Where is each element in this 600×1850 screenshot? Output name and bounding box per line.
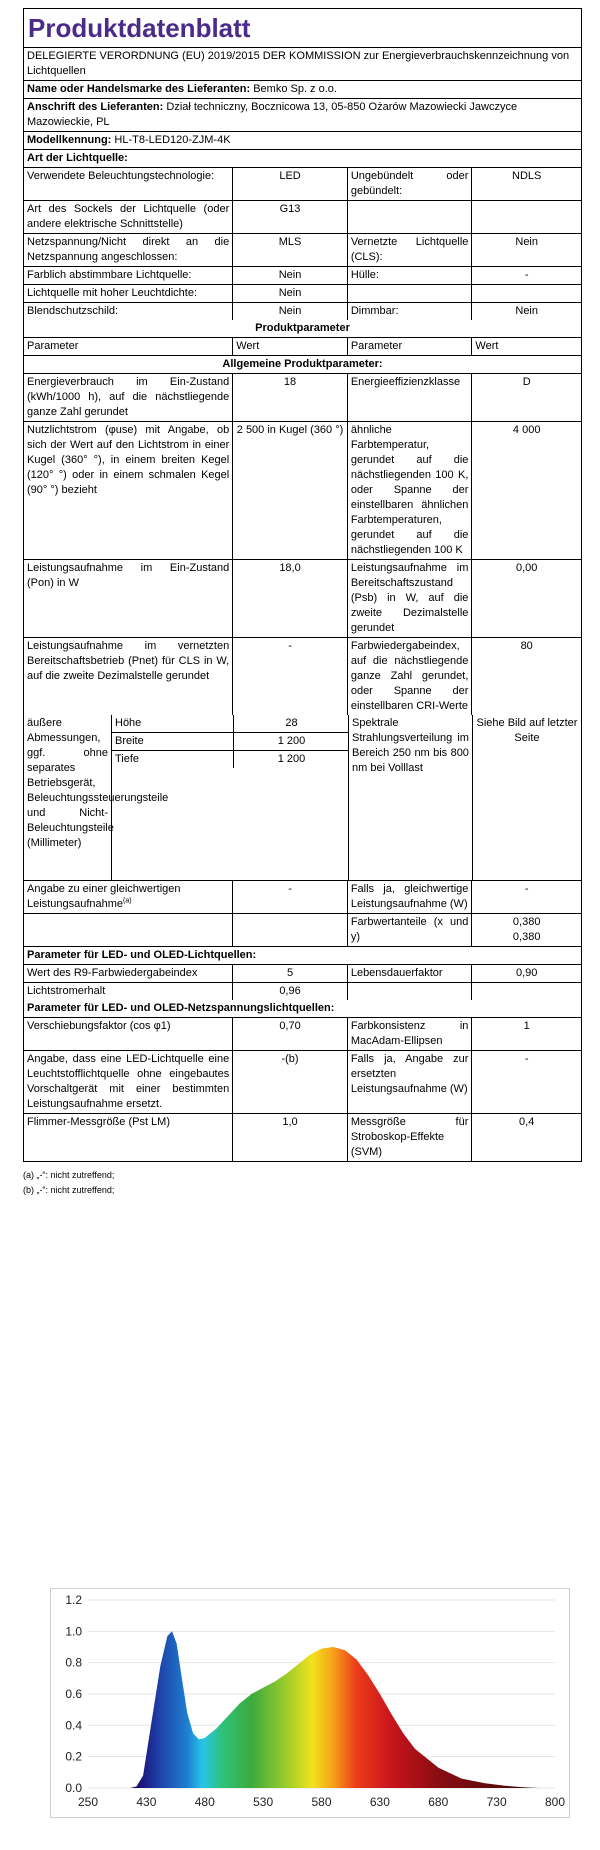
mains-cell: -(b) [233, 1051, 348, 1113]
y-tick-label: 1.2 [65, 1593, 82, 1607]
general-cell: D [522, 376, 531, 388]
type-cell: - [524, 269, 529, 281]
type-cell: Nein [515, 305, 538, 317]
mains-cell: 1,0 [233, 1114, 348, 1161]
x-tick-label: 530 [253, 1795, 274, 1809]
mains-rows [24, 1018, 581, 1161]
chromaticity-row [24, 914, 581, 947]
general-cell: 4 000 [512, 424, 541, 436]
y-tick-label: 0.6 [65, 1687, 82, 1701]
regulation-row [24, 48, 581, 81]
led-cell: 0,96 [233, 983, 348, 1000]
general-row [24, 422, 581, 560]
general-cell: 18 [233, 374, 348, 421]
dim-row-height [112, 715, 349, 733]
general-cell: Leistungsaufnahme im Bereitschaftszustand (Psb) in W, auf die zweite Dezimalstelle gerundet [348, 560, 473, 637]
dim-value: 1 200 [277, 735, 306, 747]
type-cell: Blendschutzschild: [24, 303, 233, 320]
led-cell: 5 [233, 965, 348, 982]
equivalent-power-row [24, 881, 581, 914]
section-type-row [24, 150, 581, 168]
general-cell: Nutzlichtstrom (φuse) mit Angabe, ob sich der Wert auf den Lichtstrom in einer Kugel (360° °), in einem breiten Kegel (120° °) oder in einem schmalen Kegel (90° °) bezieht [24, 422, 233, 559]
supplier-address-row [24, 99, 581, 132]
type-cell: Vernetzte Lichtquelle (CLS): [348, 234, 473, 266]
x-tick-label: 730 [486, 1795, 507, 1809]
model-value: HL-T8-LED120-ZJM-4K [114, 134, 231, 146]
general-cell: Energieeffizienzklasse [348, 374, 473, 421]
mains-cell: Verschiebungsfaktor (cos φ1) [24, 1018, 233, 1050]
y-tick-label: 1.0 [65, 1624, 82, 1639]
spectrum-label: Spektrale Strahlungsverteilung im Bereich 250 nm bis 800 nm bei Volllast [349, 715, 473, 880]
type-cell: Dimmbar: [348, 303, 473, 320]
supplier-address-label: Anschrift des Lieferanten: [27, 101, 164, 113]
mains-cell: Falls ja, Angabe zur ersetzten Leistungsaufnahme (W) [348, 1051, 473, 1113]
supplier-name-label: Name oder Handelsmarke des Lieferanten: [27, 83, 251, 95]
dimensions-row [24, 715, 581, 881]
led-cell: Lebensdauerfaktor [348, 965, 473, 982]
type-cell: Art des Sockels der Lichtquelle (oder andere elektrische Schnittstelle) [24, 201, 233, 233]
type-cell: Ungebündelt oder gebündelt: [348, 168, 473, 200]
general-cell: Leistungsaufnahme im Ein-Zustand (Pon) in W [24, 560, 233, 637]
supplier-address-value: Dział techniczny, Bocznicowa 13, 05-850 Ożarów Mazowiecki Jawczyce Mazowieckie, PL [27, 101, 518, 128]
led-rows [24, 965, 581, 1000]
supplier-name-value: Bemko Sp. z o.o. [253, 83, 337, 95]
x-tick-label: 800 [544, 1795, 566, 1809]
section-product-heading: Produktparameter [255, 322, 350, 334]
type-row [24, 285, 581, 303]
general-cell: ähnliche Farbtemperatur, gerundet auf die nächstliegenden 100 K, oder Spanne der einstellbaren ähnlichen Farbtemperaturen, gerundet auf die nächstliegenden 100 K [348, 422, 473, 559]
general-cell: 0,00 [515, 562, 538, 574]
type-cell [472, 285, 581, 302]
general-row [24, 560, 581, 638]
dim-value: 28 [285, 717, 298, 729]
y-tick-label: 0.2 [65, 1749, 82, 1764]
section-led-row [24, 947, 581, 965]
general-row [24, 638, 581, 715]
led-cell [348, 983, 473, 1000]
type-cell: LED [233, 168, 348, 200]
dim-label: Breite [112, 733, 234, 750]
type-row [24, 267, 581, 285]
general-cell: - [233, 638, 348, 715]
x-tick-label: 680 [428, 1795, 449, 1809]
mains-row [24, 1114, 581, 1161]
section-mains-row [24, 1000, 581, 1018]
type-cell: Nein [233, 285, 348, 302]
empty-cell [24, 914, 233, 946]
led-cell: Wert des R9-Farbwiedergabeindex [24, 965, 233, 982]
general-cell: Energieverbrauch im Ein-Zustand (kWh/1000 h), auf die nächstliegende ganze Zahl gerundet [24, 374, 233, 421]
led-row [24, 965, 581, 983]
x-tick-label: 250 [77, 1795, 99, 1809]
chromaticity-value: 0,380 0,380 [512, 916, 541, 943]
general-cell: Farbwiedergabeindex, auf die nächstliegende ganze Zahl gerundet, oder Spanne der einstellbaren CRI-Werte [348, 638, 473, 715]
type-cell: G13 [233, 201, 348, 233]
type-row [24, 303, 581, 320]
type-row [24, 168, 581, 201]
led-row [24, 983, 581, 1000]
type-row [24, 234, 581, 267]
title-row [24, 9, 581, 48]
general-rows [24, 374, 581, 715]
type-cell: Lichtquelle mit hoher Leuchtdichte: [24, 285, 233, 302]
section-general-row [24, 356, 581, 374]
dim-label: Tiefe [112, 751, 234, 768]
type-rows [24, 168, 581, 320]
x-tick-label: 480 [194, 1795, 215, 1809]
datasheet-table [23, 8, 582, 1162]
page-title: Produktdatenblatt [28, 13, 251, 43]
mains-cell: Angabe, dass eine LED-Lichtquelle eine Leuchtstofflichtquelle ohne eingebautes Vorschaltgerät mit einer bestimmten Leistungsaufnahme ersetzt. [24, 1051, 233, 1113]
dim-row-depth [112, 751, 349, 768]
mains-cell: Farbkonsistenz in MacAdam-Ellipsen [348, 1018, 473, 1050]
type-cell: Nein [233, 303, 348, 320]
type-cell: Hülle: [348, 267, 473, 284]
section-product-row [24, 320, 581, 338]
x-tick-label: 430 [136, 1795, 157, 1809]
regulation-text: DELEGIERTE VERORDNUNG (EU) 2019/2015 DER KOMMISSION zur Energieverbrauchskennzeichnung von Lichtquellen [27, 50, 570, 77]
header-parameter-1: Parameter [24, 338, 233, 355]
dim-row-width [112, 733, 349, 751]
dim-value: 1 200 [277, 753, 306, 765]
equivalent-power-value: - [233, 881, 348, 913]
type-cell: Farblich abstimmbare Lichtquelle: [24, 267, 233, 284]
section-type-heading: Art der Lichtquelle: [27, 152, 128, 164]
general-cell: Leistungsaufnahme im vernetzten Bereitschaftsbetrieb (Pnet) für CLS in W, auf die zweite Dezimalstelle gerundet [24, 638, 233, 715]
spectrum-value: Siehe Bild auf letzter Seite [476, 717, 578, 744]
mains-row [24, 1018, 581, 1051]
y-tick-label: 0.4 [65, 1718, 82, 1733]
mains-cell: - [524, 1053, 529, 1065]
header-row [24, 338, 581, 356]
mains-cell: 0,4 [519, 1116, 535, 1128]
y-tick-label: 0.0 [65, 1781, 82, 1795]
dimensions-label: äußere Abmessungen, ggf. ohne separates Betriebsgerät, Beleuchtungssteuerungsteile und Nicht-Beleuchtungsteile (Millimeter) [24, 715, 112, 880]
spectrum-chart [50, 1588, 570, 1818]
equivalent-power-label: Angabe zu einer gleichwertigen Leistungsaufnahme$^{(a)}$ [24, 881, 233, 913]
type-cell [348, 201, 473, 233]
footnote: (a) „-“: nicht zutreffend; [23, 1170, 115, 1180]
type-cell: MLS [233, 234, 348, 266]
type-cell [348, 285, 473, 302]
mains-cell: Messgröße für Stroboskop-Effekte (SVM) [348, 1114, 473, 1161]
footnote: (b) „-“: nicht zutreffend; [23, 1185, 115, 1195]
mains-cell: Flimmer-Messgröße (Pst LM) [24, 1114, 233, 1161]
mains-cell: 0,70 [233, 1018, 348, 1050]
header-parameter-2: Parameter [348, 338, 473, 355]
led-cell: Lichtstromerhalt [24, 983, 233, 1000]
mains-cell: 1 [523, 1020, 530, 1032]
footnotes [23, 1168, 114, 1198]
type-cell: Nein [233, 267, 348, 284]
model-row [24, 132, 581, 150]
x-tick-label: 630 [369, 1795, 390, 1809]
dimensions-block [24, 715, 349, 880]
general-cell: 18,0 [233, 560, 348, 637]
type-cell: Netzspannung/Nicht direkt an die Netzspannung angeschlossen: [24, 234, 233, 266]
chromaticity-label: Farbwertanteile (x und y) [348, 914, 473, 946]
general-cell: 80 [520, 640, 533, 652]
section-general-heading: Allgemeine Produktparameter: [222, 358, 383, 370]
type-cell [472, 201, 581, 233]
led-cell [472, 983, 581, 1000]
general-cell: 2 500 in Kugel (360 °) [233, 422, 348, 559]
model-label: Modellkennung: [27, 134, 112, 146]
equivalent-power-w-value: - [524, 883, 529, 895]
mains-row [24, 1051, 581, 1114]
section-led-heading: Parameter für LED- und OLED-Lichtquellen: [27, 949, 257, 961]
dim-label: Höhe [112, 715, 234, 732]
y-tick-label: 0.8 [65, 1655, 82, 1670]
empty-cell [233, 914, 348, 946]
supplier-name-row [24, 81, 581, 99]
type-cell: NDLS [512, 170, 542, 182]
type-cell: Nein [515, 236, 538, 248]
led-cell: 0,90 [515, 967, 538, 979]
equivalent-power-w-label: Falls ja, gleichwertige Leistungsaufnahme (W) [348, 881, 473, 913]
section-mains-heading: Parameter für LED- und OLED-Netzspannungslichtquellen: [27, 1002, 335, 1014]
x-tick-label: 580 [311, 1795, 332, 1809]
header-value-2: Wert [475, 340, 499, 352]
type-cell: Verwendete Beleuchtungstechnologie: [24, 168, 233, 200]
type-row [24, 201, 581, 234]
header-value-1: Wert [233, 338, 348, 355]
general-row [24, 374, 581, 422]
